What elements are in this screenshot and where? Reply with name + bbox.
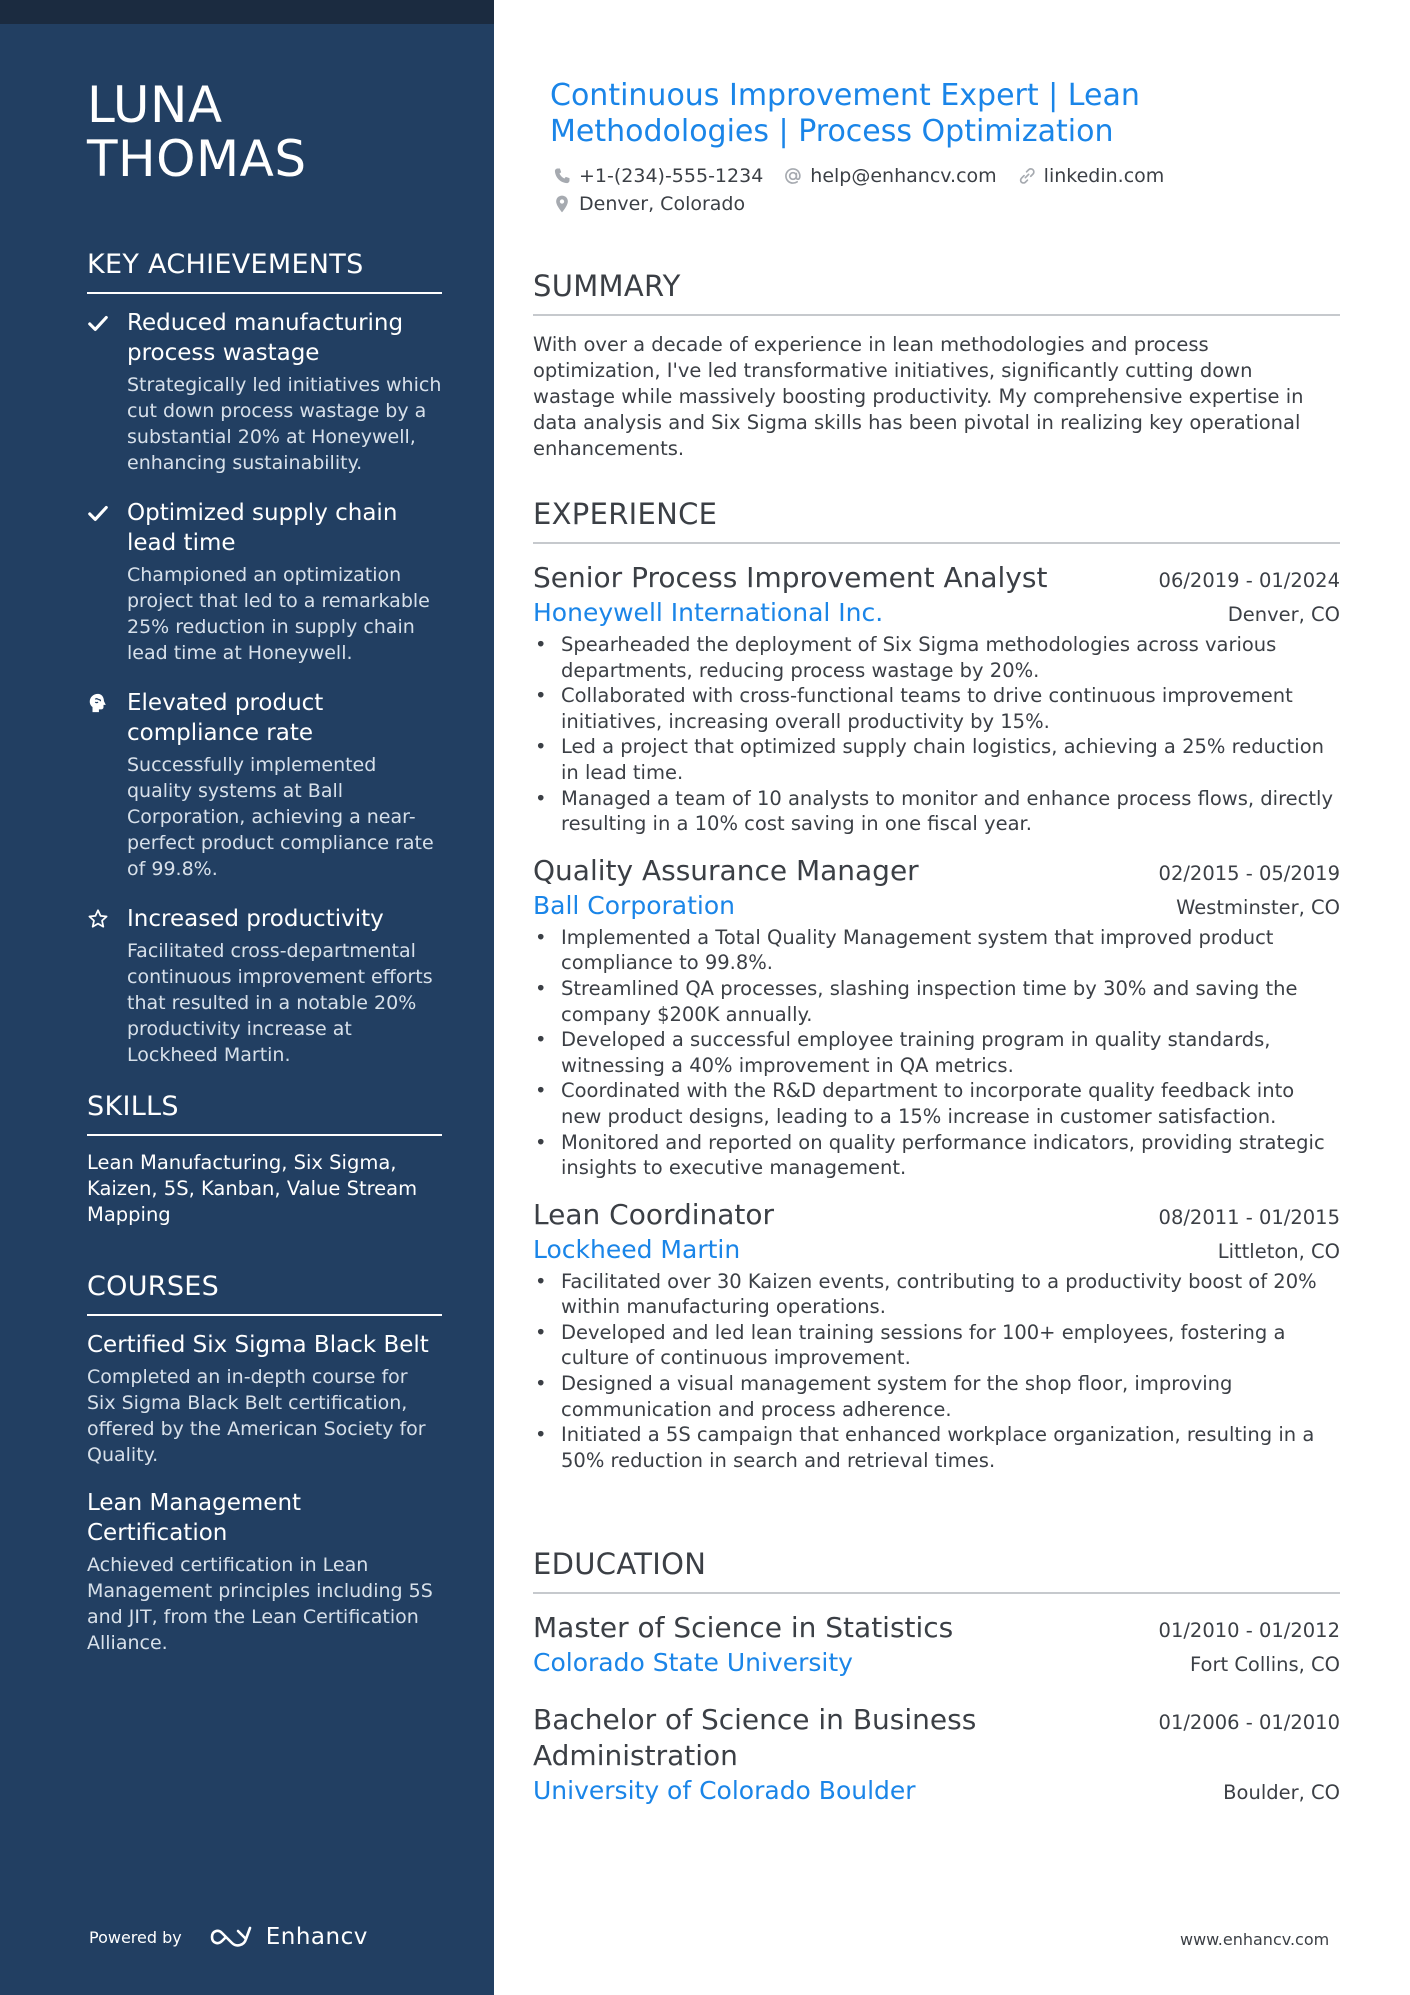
- school: Colorado State University: [533, 1648, 853, 1677]
- link-icon: [1017, 166, 1037, 186]
- education-section: [533, 1546, 1340, 1830]
- location-pin-icon: [552, 194, 572, 214]
- education-entry: [533, 1610, 1340, 1680]
- achievement-desc: Successfully implemented quality systems at Ball Corporation, achieving a near-perfect product compliance rate of 99.8%.: [127, 754, 434, 880]
- bullet-item: • Implemented a Total Quality Management system that improved product compliance to 99.8%.: [533, 925, 1340, 976]
- achievement-title: Reduced manufacturing process wastage: [127, 310, 404, 366]
- location-text: Denver, Colorado: [579, 193, 746, 215]
- phone-icon: [552, 166, 572, 186]
- bullet-item: • Developed and led lean training sessions for 100+ employees, fostering a culture of continuous improvement.: [533, 1320, 1340, 1371]
- contact-info: [552, 162, 1340, 218]
- candidate-name: [87, 78, 442, 186]
- bullet-item: • Developed a successful employee training program in quality standards, witnessing a 40% improvement in QA metrics.: [533, 1027, 1340, 1078]
- bullet-item: • Managed a team of 10 analysts to monitor and enhance process flows, directly resulting in a 10% cost saving in one fiscal year.: [533, 786, 1340, 837]
- name-last: THOMAS: [87, 130, 307, 188]
- courses-title: COURSES: [87, 1270, 442, 1316]
- job-dates: 02/2015 - 05/2019: [1158, 861, 1340, 885]
- check-icon: [87, 498, 127, 666]
- linkedin-text: linkedin.com: [1043, 165, 1165, 187]
- job-company: Lockheed Martin: [533, 1234, 741, 1264]
- contact-email[interactable]: [783, 162, 996, 190]
- enhancv-logo[interactable]: [208, 1924, 368, 1950]
- job-entry: [533, 1197, 1340, 1474]
- job-title: Senior Process Improvement Analyst: [533, 561, 1048, 594]
- job-bullets: [533, 632, 1340, 837]
- course-title: Certified Six Sigma Black Belt: [87, 1332, 429, 1358]
- bullet-item: • Collaborated with cross-functional teams to drive continuous improvement initiatives, increasing overall productivity by 15%.: [533, 683, 1340, 734]
- edu-location: Fort Collins, CO: [1190, 1653, 1340, 1676]
- degree: Bachelor of Science in Business Administration: [533, 1703, 977, 1772]
- course-item: [87, 1330, 442, 1468]
- job-title: Lean Coordinator: [533, 1197, 775, 1231]
- job-location: Denver, CO: [1227, 603, 1340, 626]
- sidebar-top-bar: [0, 0, 494, 24]
- email-text: help@enhancv.com: [810, 165, 997, 187]
- sidebar: [0, 0, 494, 1995]
- headline: Continuous Improvement Expert | Lean Methodologies | Process Optimization: [550, 78, 1140, 149]
- summary-text: With over a decade of experience in lean methodologies and process optimization, I've led transformative initiatives, significantly cutting down wastage while massively boosting productivity. My comprehensive expertise in data analysis and Six Sigma skills has been pivotal in realizing key operational enhancements.: [533, 333, 1304, 460]
- brand-name: Enhancv: [265, 1924, 368, 1950]
- achievement-desc: Championed an optimization project that led to a remarkable 25% reduction in supply chain lead time at Honeywell.: [127, 564, 430, 664]
- bullet-item: • Led a project that optimized supply chain logistics, achieving a 25% reduction in lead time.: [533, 734, 1340, 785]
- bullet-item: • Monitored and reported on quality performance indicators, providing strategic insights to executive management.: [533, 1130, 1340, 1181]
- edu-dates: 01/2006 - 01/2010: [1158, 1711, 1340, 1734]
- job-bullets: [533, 1269, 1340, 1474]
- bullet-item: • Designed a visual management system for the shop floor, improving communication and process adherence.: [533, 1371, 1340, 1422]
- bullet-item: • Streamlined QA processes, slashing inspection time by 30% and saving the company $200K annually.: [533, 976, 1340, 1027]
- education-title: EDUCATION: [533, 1546, 1340, 1594]
- experience-section: [533, 496, 1340, 1489]
- job-title: Quality Assurance Manager: [533, 853, 919, 887]
- edu-location: Boulder, CO: [1223, 1781, 1340, 1804]
- skills-section: [87, 1090, 442, 1228]
- main-column: [533, 78, 1340, 1805]
- course-desc: Achieved certification in Lean Management principles including 5S and JIT, from the Lean Certification Alliance.: [87, 1554, 433, 1654]
- degree: Master of Science in Statistics: [533, 1611, 954, 1644]
- name-first: LUNA: [87, 76, 223, 134]
- summary-title: SUMMARY: [533, 268, 1340, 316]
- key-achievements-section: [87, 248, 442, 1068]
- school: University of Colorado Boulder: [533, 1776, 916, 1805]
- bullet-item: • Spearheaded the deployment of Six Sigma methodologies across various departments, reducing process wastage by 20%.: [533, 632, 1340, 683]
- experience-title: EXPERIENCE: [533, 496, 1340, 544]
- achievement-desc: Facilitated cross-departmental continuous improvement efforts that resulted in a notable 20% productivity increase at Lockheed Martin.: [127, 940, 433, 1066]
- course-item: [87, 1488, 442, 1656]
- achievement-item: [87, 498, 442, 666]
- skills-list: Lean Manufacturing, Six Sigma, Kaizen, 5S, Kanban, Value Stream Mapping: [87, 1151, 418, 1226]
- contact-location: [552, 190, 745, 218]
- contact-phone[interactable]: [552, 162, 763, 190]
- job-entry: [533, 560, 1340, 837]
- job-location: Littleton, CO: [1217, 1239, 1340, 1263]
- powered-by-label: Powered by: [89, 1927, 182, 1947]
- job-bullets: [533, 925, 1340, 1181]
- key-achievements-title: KEY ACHIEVEMENTS: [87, 248, 442, 294]
- education-entry: [533, 1702, 1340, 1808]
- achievement-title: Elevated product compliance rate: [127, 690, 324, 746]
- job-location: Westminster, CO: [1176, 895, 1340, 919]
- achievement-item: [87, 688, 442, 882]
- bullet-item: • Initiated a 5S campaign that enhanced workplace organization, resulting in a 50% reduction in search and retrieval times.: [533, 1422, 1340, 1473]
- bullet-item: • Coordinated with the R&D department to incorporate quality feedback into new product designs, leading to a 15% increase in customer satisfaction.: [533, 1078, 1340, 1129]
- course-desc: Completed an in-depth course for Six Sigma Black Belt certification, offered by the American Society for Quality.: [87, 1366, 426, 1466]
- job-entry: [533, 853, 1340, 1181]
- at-icon: [783, 166, 803, 186]
- job-company: Honeywell International Inc.: [533, 598, 884, 627]
- bullet-item: • Facilitated over 30 Kaizen events, contributing to a productivity boost of 20% within manufacturing operations.: [533, 1269, 1340, 1320]
- powered-by: [89, 1924, 368, 1950]
- star-icon: [87, 904, 127, 1068]
- achievement-item: [87, 904, 442, 1068]
- check-icon: [87, 308, 127, 476]
- job-dates: 08/2011 - 01/2015: [1158, 1205, 1340, 1229]
- edu-dates: 01/2010 - 01/2012: [1158, 1619, 1340, 1642]
- website-link[interactable]: www.enhancv.com: [1180, 1930, 1330, 1949]
- job-dates: 06/2019 - 01/2024: [1158, 569, 1340, 592]
- achievement-desc: Strategically led initiatives which cut down process wastage by a substantial 20% at Honeywell, enhancing sustainability.: [127, 374, 442, 474]
- achievement-title: Optimized supply chain lead time: [127, 500, 398, 556]
- course-title: Lean Management Certification: [87, 1490, 302, 1546]
- phone-text: +1-(234)-555-1234: [579, 165, 764, 187]
- achievement-title: Increased productivity: [127, 906, 384, 932]
- summary-section: [533, 268, 1340, 462]
- achievement-item: [87, 308, 442, 476]
- courses-section: [87, 1270, 442, 1656]
- enhancv-logo-icon: [208, 1924, 256, 1950]
- skills-title: SKILLS: [87, 1090, 442, 1136]
- job-company: Ball Corporation: [533, 890, 735, 920]
- contact-linkedin[interactable]: [1017, 162, 1165, 190]
- brain-icon: [87, 688, 127, 882]
